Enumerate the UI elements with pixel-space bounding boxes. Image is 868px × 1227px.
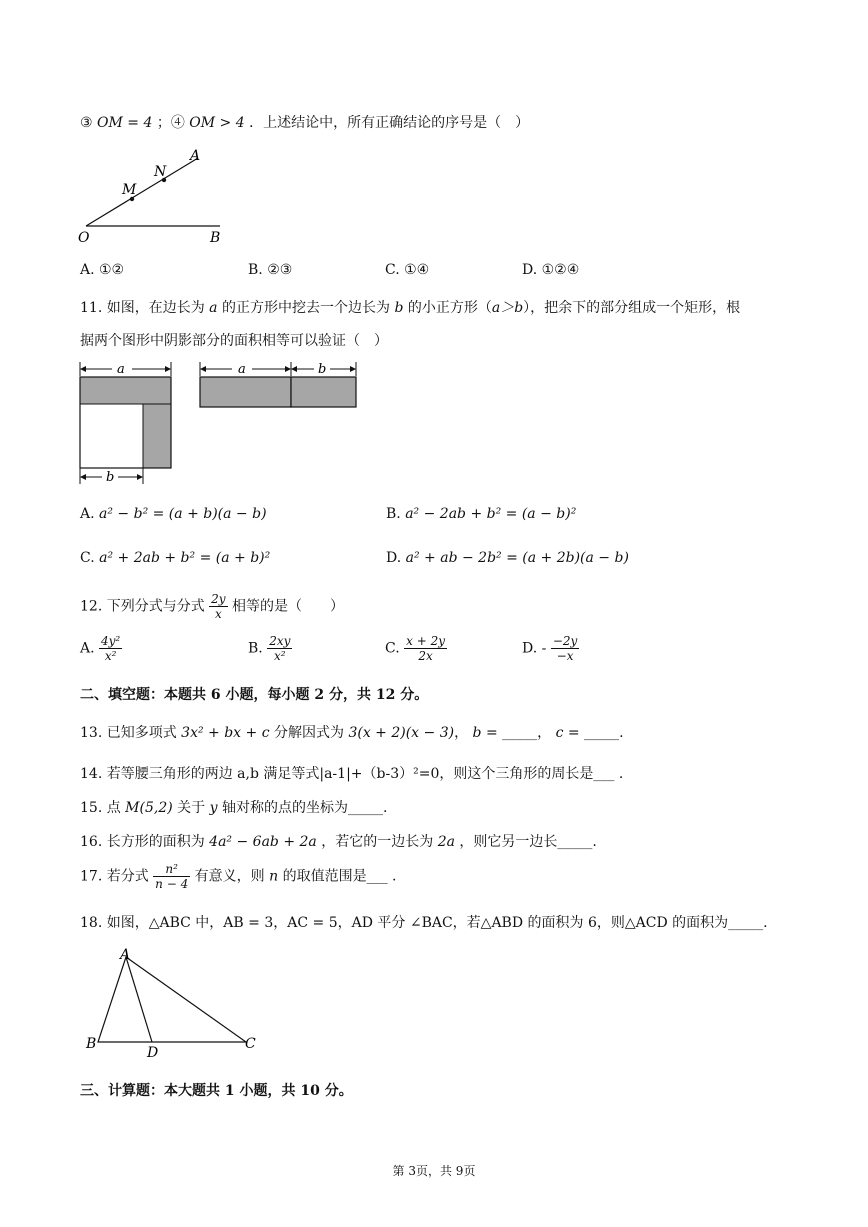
q10-option-b: B. ②③ [248, 262, 293, 278]
q17 [80, 862, 397, 891]
q11-option-a [80, 506, 267, 522]
q12-option-d-den: −x [556, 649, 574, 663]
shade-right [143, 404, 171, 468]
label-d: D [147, 1045, 159, 1061]
q13-factored: 3(x + 2)(x − 3) [348, 725, 455, 741]
q11-var-a: a [209, 300, 218, 316]
q13 [80, 722, 624, 742]
q10-figure [72, 140, 242, 250]
q12-option-a [80, 634, 122, 663]
shade-top [80, 377, 171, 404]
q12-option-c-num: x + 2y [406, 634, 445, 648]
q10-sep: ；④ [156, 115, 185, 131]
q17-text-3: 的取值范围是___ . [282, 868, 397, 885]
q13-b-blank: b = _____ [472, 725, 538, 741]
q12-frac-den: x [214, 607, 222, 621]
q13-period: . [619, 725, 624, 741]
q12-option-a-label: A. [80, 640, 95, 657]
q17-text-1: 17. 若分式 [80, 868, 149, 885]
q11-option-b [386, 506, 576, 522]
q17-var: n [269, 868, 279, 885]
q16-text-1: 16. 长方形的面积为 [80, 834, 205, 850]
dim-a2-label: a [238, 362, 246, 377]
q10-stem [80, 112, 529, 132]
q12-option-c-den: 2x [418, 649, 433, 663]
label-o: O [78, 230, 90, 246]
q11-option-c [80, 550, 270, 566]
q11-option-c-expr: a² + 2ab + b² = (a + b)² [99, 550, 271, 566]
segment-ad [126, 957, 152, 1042]
q11-text-2: 的正方形中挖去一个边长为 [221, 300, 390, 316]
q12-option-b-frac [267, 634, 292, 663]
q17-frac-den: n − 4 [155, 877, 189, 891]
q12-option-d-num: −2y [552, 634, 578, 648]
q13-text-1: 13. 已知多项式 [80, 725, 177, 741]
q11-figure [72, 356, 372, 486]
q16-text-3: ，则它另一边长_____. [459, 834, 597, 850]
q11-option-d-label: D. [386, 550, 402, 566]
q16-text-2: ，若它的一边长为 [321, 834, 434, 850]
q12-frac-num: 2y [211, 592, 226, 606]
q15-axis: y [209, 800, 218, 816]
label-b: B [210, 230, 221, 246]
q12-option-b-den: x² [274, 649, 286, 663]
q15 [80, 797, 387, 817]
dim-b2-label: b [318, 362, 327, 377]
dim-b1-label: b [106, 470, 115, 485]
q17-text-2: 有意义，则 [194, 868, 265, 885]
q16 [80, 831, 597, 851]
rect-part-a [200, 377, 291, 407]
q13-comma-1: ， [454, 725, 469, 741]
q11-var-b: b [394, 300, 404, 316]
label-b: B [86, 1036, 97, 1052]
q14: 14. 若等腰三角形的两边 a,b 满足等式|a-1|+（b-3）²=0，则这个三角形的周长是___ . [80, 766, 624, 782]
q10-om-eq-4: OM = 4 [97, 115, 153, 131]
q17-fraction [153, 862, 190, 891]
section-2-heading: 二、填空题：本题共 6 小题，每小题 2 分，共 12 分。 [80, 687, 429, 703]
dim-a1-label: a [117, 362, 125, 377]
q13-comma-2: ， [537, 725, 552, 741]
q11-stem-line1 [80, 297, 740, 317]
q12-option-b-num: 2xy [269, 634, 291, 648]
q12-text-2: 相等的是（ ） [232, 598, 345, 615]
q10-om-gt-4: OM > 4 [189, 115, 245, 131]
q12-stem [80, 592, 344, 621]
label-a: A [190, 148, 201, 164]
q12-option-d-prefix: - [541, 640, 547, 657]
section-3-heading: 三、计算题：本大题共 1 小题，共 10 分。 [80, 1083, 353, 1099]
q10-option-d: D. ①②④ [522, 262, 580, 278]
q11-option-a-expr: a² − b² = (a + b)(a − b) [99, 506, 267, 522]
q10-option-a: A. ①② [80, 262, 125, 278]
q13-text-2: 分解因式为 [274, 725, 344, 741]
q11-text-1: 11. 如图，在边长为 [80, 300, 205, 316]
triangle-abc [98, 957, 246, 1042]
label-c: C [245, 1036, 256, 1052]
q10-stem-tail: ．上述结论中，所有正确结论的序号是（ ） [249, 115, 530, 131]
q12-option-b-label: B. [248, 640, 263, 657]
q10-option-c: C. ①④ [385, 262, 430, 278]
q10-stem-prefix: ③ [80, 115, 93, 131]
q11-text-4: ），把余下的部分组成一个矩形，根 [523, 300, 741, 316]
q16-side: 2a [437, 834, 455, 850]
label-n: N [154, 164, 167, 180]
q12-text-1: 12. 下列分式与分式 [80, 598, 205, 615]
q11-option-d-expr: a² + ab − 2b² = (a + 2b)(a − b) [405, 550, 629, 566]
q12-option-c [385, 634, 447, 663]
q13-c-blank: c = _____ [555, 725, 620, 741]
q15-text-2: 关于 [177, 800, 206, 816]
q15-point: M(5,2) [125, 800, 173, 816]
q11-option-b-expr: a² − 2ab + b² = (a − b)² [405, 506, 577, 522]
rect-part-b [291, 377, 356, 407]
label-m: M [122, 182, 137, 198]
q15-text-3: 轴对称的点的坐标为_____. [221, 800, 388, 816]
q11-option-d [386, 550, 629, 566]
q12-option-d-label: D. [522, 640, 538, 657]
q12-option-c-frac [404, 634, 447, 663]
label-a: A [120, 947, 131, 963]
q18-figure [80, 945, 270, 1065]
q11-stem-line2: 据两个图形中阴影部分的面积相等可以验证（ ） [80, 333, 388, 349]
q18: 18. 如图，△ABC 中，AB = 3，AC = 5，AD 平分 ∠BAC，若△ABD 的面积为 6，则△ACD 的面积为_____. [80, 915, 768, 931]
q12-option-d-frac [551, 634, 579, 663]
q12-option-a-den: x² [104, 649, 117, 663]
q15-text-1: 15. 点 [80, 800, 121, 816]
q16-area: 4a² − 6ab + 2a [209, 834, 317, 850]
q12-option-d [522, 634, 579, 663]
q11-option-b-label: B. [386, 506, 401, 522]
q11-text-3: 的小正方形（ [407, 300, 492, 316]
q11-condition: a＞b [491, 300, 524, 316]
q11-option-a-label: A. [80, 506, 95, 522]
q12-option-a-frac [99, 634, 122, 663]
q12-option-b [248, 634, 292, 663]
q12-option-c-label: C. [385, 640, 400, 657]
q12-fraction [209, 592, 227, 621]
q17-frac-num: n² [153, 862, 190, 877]
q12-option-a-num: 4y² [101, 634, 121, 648]
q11-option-c-label: C. [80, 550, 95, 566]
ray-oa [86, 158, 198, 226]
page-footer: 第 3页，共 9页 [392, 1164, 476, 1178]
q13-polynomial: 3x² + bx + c [181, 725, 270, 741]
